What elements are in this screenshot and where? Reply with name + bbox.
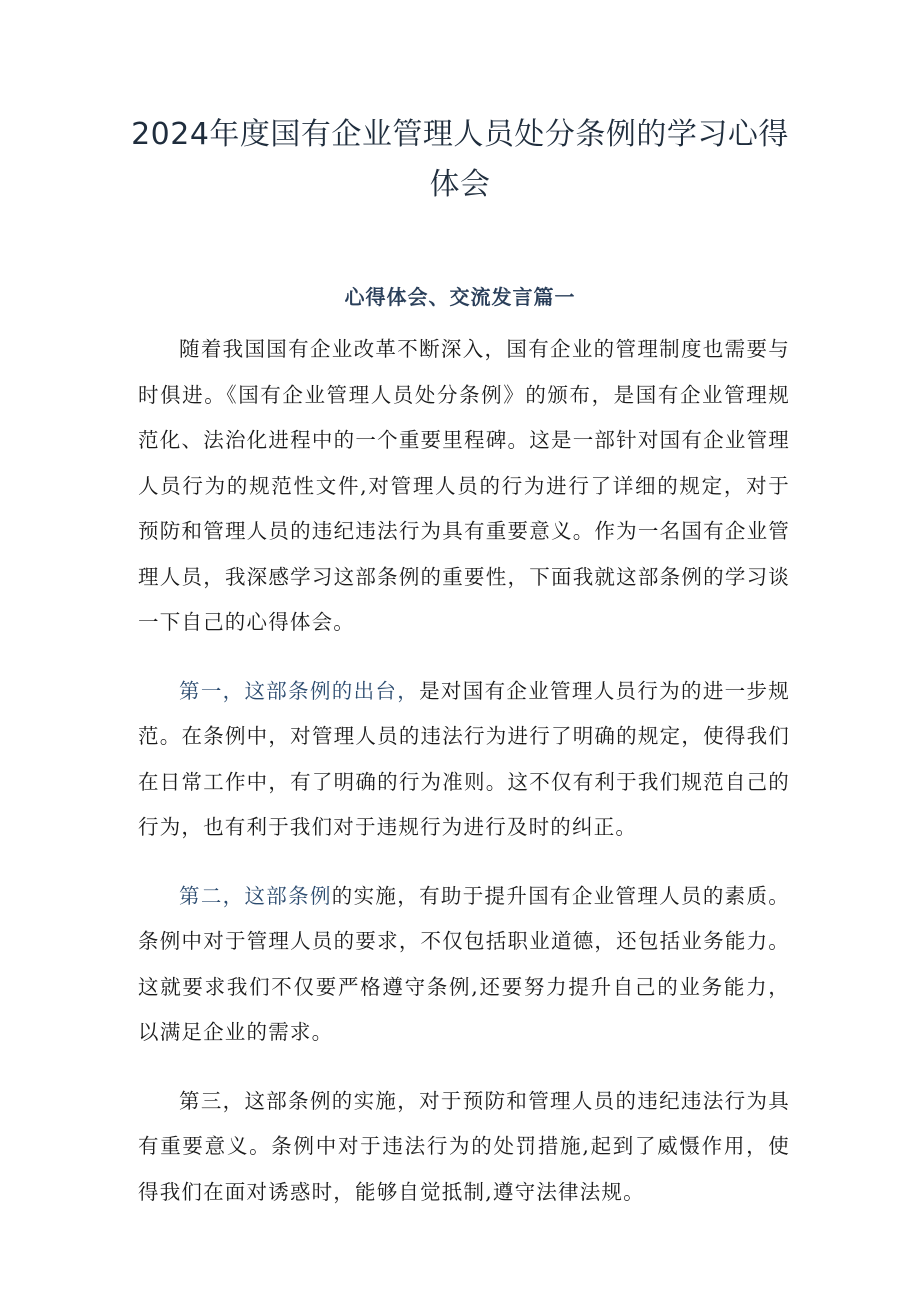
paragraph-text: 的实施，有助于提升国有企业管理人员的素质。条例中对于管理人员的要求，不仅包括职业道德，还包括业务能力。这就要求我们不仅要严格遵守条例,还要努力提升自己的业务能力，以满足企业的需求。 bbox=[138, 883, 790, 1044]
paragraph-text: 是对国有企业管理人员行为的进一步规范。在条例中，对管理人员的违法行为进行了明确的规定，使得我们在日常工作中，有了明确的行为准则。这不仅有利于我们规范自己的行为，也有利于我们对于违规行为进行及时的纠正。 bbox=[138, 678, 791, 839]
paragraph-text: 随着我国国有企业改革不断深入，国有企业的管理制度也需要与时俱进。《国有企业管理人员处分条例》的颁布，是国有企业管理规范化、法治化进程中的一个重要里程碑。这是一部针对国有企业管理人员行为的规范性文件,对管理人员的行为进行了详细的规定，对于预防和管理人员的违纪违法行为具有重要意义。作为一名国有企业管理人员，我深感学习这部条例的重要性，下面我就这部条例的学习谈一下自己的心得体会。 bbox=[138, 337, 790, 634]
section-subtitle: 心得体会、交流发言篇一 bbox=[344, 285, 576, 309]
paragraph-lead: 第二，这部条例 bbox=[179, 883, 332, 908]
paragraph-first-point bbox=[138, 669, 790, 851]
paragraph-lead: 第一，这部条例的出台， bbox=[179, 678, 420, 703]
paragraph-third-point bbox=[138, 1079, 790, 1216]
document-title: 2024年度国有企业管理人员处分条例的学习心得体会 bbox=[131, 117, 789, 202]
document-body bbox=[138, 327, 790, 1238]
paragraph-second-point bbox=[138, 874, 790, 1056]
paragraph-intro bbox=[138, 327, 790, 646]
paragraph-text: 第三，这部条例的实施，对于预防和管理人员的违纪违法行为具有重要意义。条例中对于违法行为的处罚措施,起到了威慑作用，使得我们在面对诱惑时，能够自觉抵制,遵守法律法规。 bbox=[138, 1088, 790, 1204]
